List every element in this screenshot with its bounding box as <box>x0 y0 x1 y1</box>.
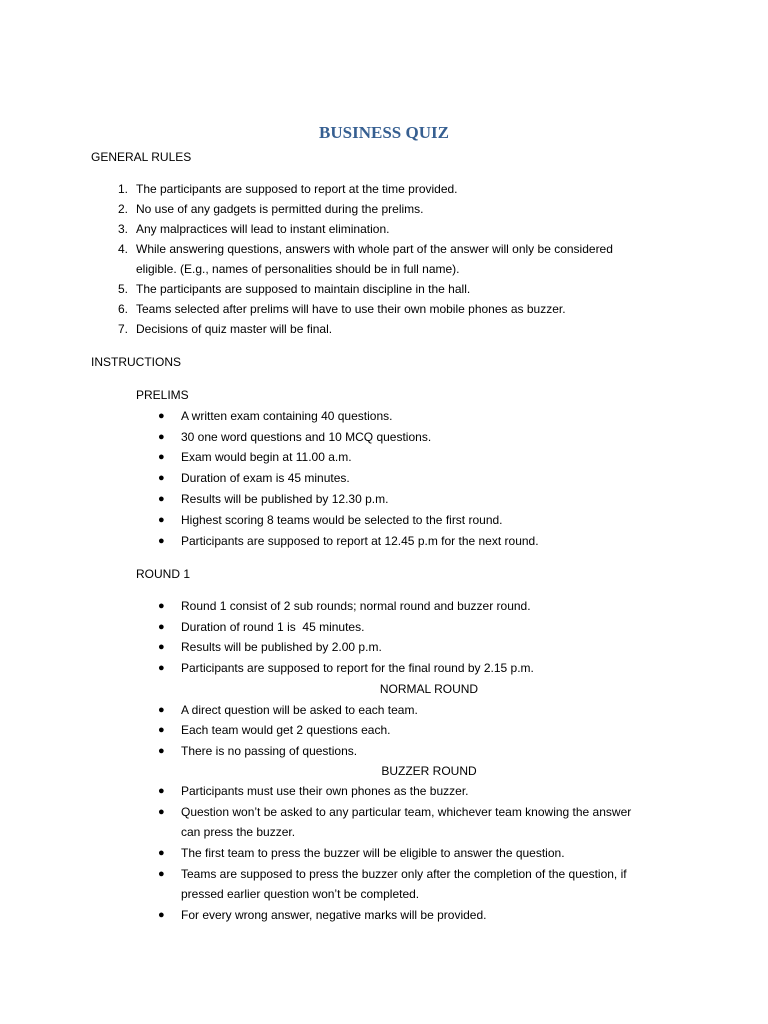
rule-text: The participants are supposed to maintain discipline in the hall. <box>136 282 471 296</box>
bullet-icon: ● <box>158 745 165 757</box>
bullet-icon: ● <box>158 451 165 463</box>
prelims-item-text: Participants are supposed to report at 12.45 p.m for the next round. <box>181 534 539 548</box>
normal-round-item-text: Each team would get 2 questions each. <box>181 723 391 737</box>
rule-text: Decisions of quiz master will be final. <box>136 322 333 336</box>
prelims-item-text: Highest scoring 8 teams would be selected to the first round. <box>181 513 503 527</box>
bullet-icon: ● <box>158 704 165 716</box>
bullet-icon: ● <box>158 909 165 921</box>
round1-item-text: Round 1 consist of 2 sub rounds; normal round and buzzer round. <box>181 599 531 613</box>
bullet-icon: ● <box>158 621 165 633</box>
normal-round-item-text: A direct question will be asked to each team. <box>181 703 418 717</box>
bullet-icon: ● <box>158 785 165 797</box>
buzzer-round-item-text: For every wrong answer, negative marks will be provided. <box>181 908 487 922</box>
round1-item-text: Participants are supposed to report for the final round by 2.15 p.m. <box>181 661 534 675</box>
prelims-item-text: Exam would begin at 11.00 a.m. <box>181 450 352 464</box>
rule-text: No use of any gadgets is permitted during the prelims. <box>136 202 424 216</box>
prelims-item-text: A written exam containing 40 questions. <box>181 409 393 423</box>
rule-number: 3. <box>117 222 128 236</box>
normal-round-heading: NORMAL ROUND <box>379 682 479 696</box>
document-title: BUSINESS QUIZ <box>319 123 449 142</box>
prelims-heading: PRELIMS <box>136 388 189 402</box>
rule-text: The participants are supposed to report at the time provided. <box>136 182 458 196</box>
bullet-icon: ● <box>158 600 165 612</box>
bullet-icon: ● <box>158 535 165 547</box>
bullet-icon: ● <box>158 806 165 818</box>
buzzer-round-item-text: The first team to press the buzzer will be eligible to answer the question. <box>181 846 565 860</box>
rule-text: While answering questions, answers with whole part of the answer will only be considered <box>136 242 613 256</box>
prelims-item-text: Results will be published by 12.30 p.m. <box>181 492 389 506</box>
round1-heading: ROUND 1 <box>136 567 191 581</box>
bullet-icon: ● <box>158 662 165 674</box>
buzzer-round-heading: BUZZER ROUND <box>381 764 477 778</box>
rule-text: Any malpractices will lead to instant elimination. <box>136 222 390 236</box>
buzzer-round-item-text-continued: can press the buzzer. <box>181 825 296 839</box>
buzzer-round-item-text-continued: pressed earlier question won’t be completed. <box>181 887 420 901</box>
prelims-item-text: 30 one word questions and 10 MCQ questions. <box>181 430 432 444</box>
bullet-icon: ● <box>158 410 165 422</box>
rule-number: 5. <box>117 282 128 296</box>
normal-round-item-text: There is no passing of questions. <box>181 744 358 758</box>
buzzer-round-item-text: Question won’t be asked to any particular team, whichever team knowing the answer <box>181 805 632 819</box>
rule-number: 1. <box>117 182 128 196</box>
rule-number: 6. <box>117 302 128 316</box>
instructions-heading: INSTRUCTIONS <box>91 355 181 369</box>
buzzer-round-item-text: Teams are supposed to press the buzzer only after the completion of the question, if <box>181 867 627 881</box>
prelims-item-text: Duration of exam is 45 minutes. <box>181 471 350 485</box>
bullet-icon: ● <box>158 641 165 653</box>
bullet-icon: ● <box>158 431 165 443</box>
rule-number: 7. <box>117 322 128 336</box>
buzzer-round-item-text: Participants must use their own phones as the buzzer. <box>181 784 469 798</box>
bullet-icon: ● <box>158 724 165 736</box>
bullet-icon: ● <box>158 493 165 505</box>
rule-number: 2. <box>117 202 128 216</box>
bullet-icon: ● <box>158 868 165 880</box>
general-rules-heading: GENERAL RULES <box>91 150 192 164</box>
bullet-icon: ● <box>158 472 165 484</box>
rule-text-continued: eligible. (E.g., names of personalities should be in full name). <box>136 262 460 276</box>
round1-item-text: Results will be published by 2.00 p.m. <box>181 640 382 654</box>
round1-item-text: Duration of round 1 is 45 minutes. <box>181 620 365 634</box>
rule-number: 4. <box>117 242 128 256</box>
bullet-icon: ● <box>158 514 165 526</box>
bullet-icon: ● <box>158 847 165 859</box>
rule-text: Teams selected after prelims will have to use their own mobile phones as buzzer. <box>136 302 566 316</box>
